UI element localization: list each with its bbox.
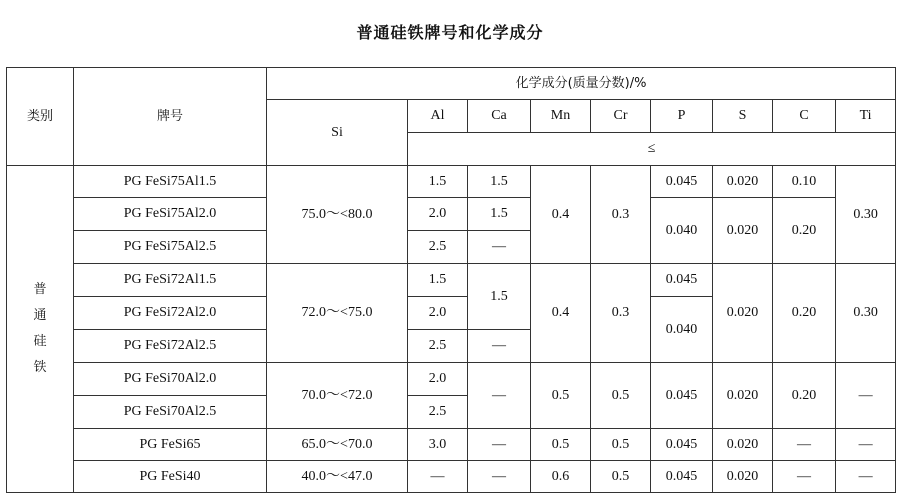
p-cell: 0.045	[651, 264, 713, 297]
p-cell: 0.045	[651, 429, 713, 461]
header-category: 类别	[7, 68, 74, 166]
si-cell: 75.0～<80.0	[267, 166, 408, 264]
cr-cell: 0.3	[591, 166, 651, 264]
p-cell: 0.045	[651, 166, 713, 198]
mn-cell: 0.6	[531, 461, 591, 493]
ca-cell: —	[468, 330, 531, 363]
s-cell: 0.020	[713, 461, 773, 493]
si-cell: 70.0～<72.0	[267, 363, 408, 429]
grade-cell: PG FeSi75Al2.5	[74, 231, 267, 264]
s-cell: 0.020	[713, 363, 773, 429]
al-cell: 1.5	[408, 166, 468, 198]
ti-cell: 0.30	[836, 166, 896, 264]
header-p: P	[651, 100, 713, 133]
cr-cell: 0.3	[591, 264, 651, 363]
s-cell: 0.020	[713, 198, 773, 264]
grade-cell: PG FeSi40	[74, 461, 267, 493]
mn-cell: 0.4	[531, 166, 591, 264]
header-grade: 牌号	[74, 68, 267, 166]
al-cell: 2.5	[408, 396, 468, 429]
grade-cell: PG FeSi72Al1.5	[74, 264, 267, 297]
ca-cell: 1.5	[468, 264, 531, 330]
header-ti: Ti	[836, 100, 896, 133]
al-cell: 3.0	[408, 429, 468, 461]
header-le-symbol: ≤	[408, 133, 896, 166]
ti-cell: 0.30	[836, 264, 896, 363]
s-cell: 0.020	[713, 264, 773, 363]
grade-cell: PG FeSi70Al2.5	[74, 396, 267, 429]
mn-cell: 0.5	[531, 429, 591, 461]
header-al: Al	[408, 100, 468, 133]
si-cell: 40.0～<47.0	[267, 461, 408, 493]
c-cell: 0.20	[773, 198, 836, 264]
p-cell: 0.045	[651, 461, 713, 493]
c-cell: 0.20	[773, 264, 836, 363]
header-composition: 化学成分(质量分数)/%	[267, 68, 896, 100]
table-title: 普通硅铁牌号和化学成分	[356, 23, 544, 42]
header-si: Si	[267, 100, 408, 166]
ti-cell: —	[836, 429, 896, 461]
grade-cell: PG FeSi72Al2.0	[74, 297, 267, 330]
c-cell: —	[773, 461, 836, 493]
category-label: 普通硅铁	[33, 282, 47, 375]
p-cell: 0.040	[651, 297, 713, 363]
al-cell: —	[408, 461, 468, 493]
c-cell: —	[773, 429, 836, 461]
grade-cell: PG FeSi75Al1.5	[74, 166, 267, 198]
ti-cell: —	[836, 363, 896, 429]
grade-cell: PG FeSi65	[74, 429, 267, 461]
grade-cell: PG FeSi75Al2.0	[74, 198, 267, 231]
header-ca: Ca	[468, 100, 531, 133]
s-cell: 0.020	[713, 166, 773, 198]
grade-cell: PG FeSi70Al2.0	[74, 363, 267, 396]
c-cell: 0.20	[773, 363, 836, 429]
al-cell: 2.0	[408, 198, 468, 231]
header-s: S	[713, 100, 773, 133]
al-cell: 2.0	[408, 297, 468, 330]
p-cell: 0.045	[651, 363, 713, 429]
ca-cell: —	[468, 429, 531, 461]
category-cell	[7, 166, 74, 493]
mn-cell: 0.4	[531, 264, 591, 363]
si-cell: 65.0～<70.0	[267, 429, 408, 461]
ca-cell: 1.5	[468, 198, 531, 231]
al-cell: 2.0	[408, 363, 468, 396]
header-cr: Cr	[591, 100, 651, 133]
grade-cell: PG FeSi72Al2.5	[74, 330, 267, 363]
ca-cell: 1.5	[468, 166, 531, 198]
p-cell: 0.040	[651, 198, 713, 264]
ti-cell: —	[836, 461, 896, 493]
composition-table	[6, 67, 896, 493]
s-cell: 0.020	[713, 429, 773, 461]
mn-cell: 0.5	[531, 363, 591, 429]
cr-cell: 0.5	[591, 429, 651, 461]
si-cell: 72.0～<75.0	[267, 264, 408, 363]
header-c: C	[773, 100, 836, 133]
al-cell: 1.5	[408, 264, 468, 297]
ca-cell: —	[468, 363, 531, 429]
cr-cell: 0.5	[591, 363, 651, 429]
al-cell: 2.5	[408, 330, 468, 363]
ca-cell: —	[468, 461, 531, 493]
al-cell: 2.5	[408, 231, 468, 264]
header-mn: Mn	[531, 100, 591, 133]
cr-cell: 0.5	[591, 461, 651, 493]
ca-cell: —	[468, 231, 531, 264]
c-cell: 0.10	[773, 166, 836, 198]
